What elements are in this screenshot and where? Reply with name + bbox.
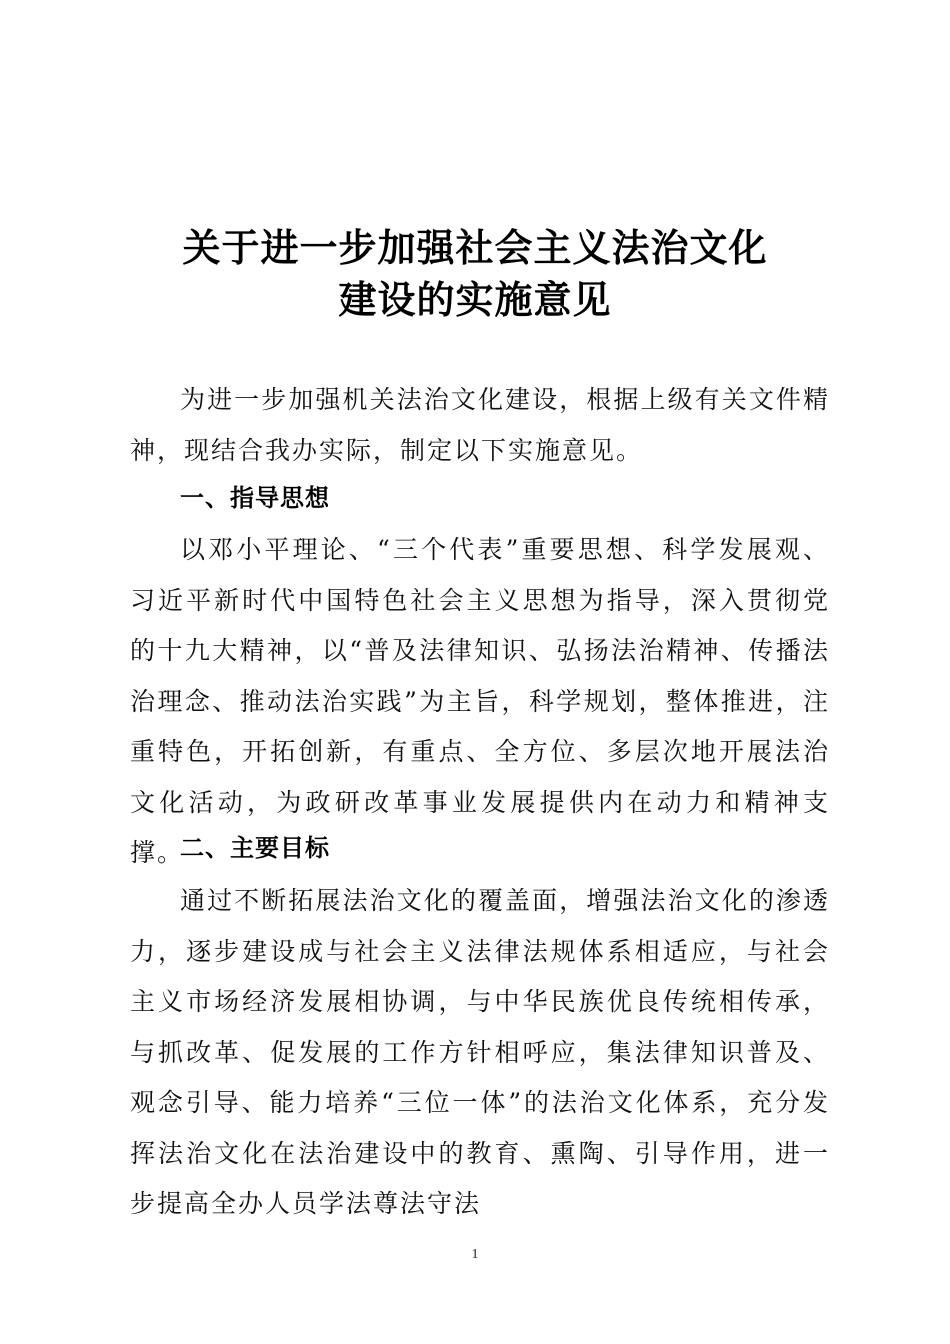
document-title-line-2: 建设的实施意见 — [338, 277, 612, 322]
section-heading-main-goals: 二、主要目标 — [180, 834, 330, 862]
guiding-ideology-paragraph: 以邓小平理论、“三个代表”重要思想、科学发展观、习近平新时代中国特色社会主义思想为指导，深入贯彻党的十九大精神，以“普及法律知识、弘扬法治精神、传播法治理念、推动法治实践”为主旨，科学规划，整体推进，注重特色，开拓创新，有重点、全方位、多层次地开展法治文化活动，为政研改革事业发展提供内在动力和精神支撑。 — [130, 535, 830, 867]
document-title-line-1: 关于进一步加强社会主义法治文化 — [182, 225, 768, 270]
intro-paragraph: 为进一步加强机关法治文化建设，根据上级有关文件精神，现结合我办实际，制定以下实施意见。 — [130, 385, 830, 465]
section-heading-guiding-ideology: 一、指导思想 — [180, 484, 330, 512]
page-number: 1 — [471, 1247, 479, 1262]
main-goals-paragraph: 通过不断拓展法治文化的覆盖面，增强法治文化的渗透力，逐步建设成与社会主义法律法规体系相适应，与社会主义市场经济发展相协调，与中华民族优良传统相传承，与抓改革、促发展的工作方针相呼应，集法律知识普及、观念引导、能力培养“三位一体”的法治文化体系，充分发挥法治文化在法治建设中的教育、熏陶、引导作用，进一步提高全办人员学法尊法守法 — [130, 886, 830, 1218]
